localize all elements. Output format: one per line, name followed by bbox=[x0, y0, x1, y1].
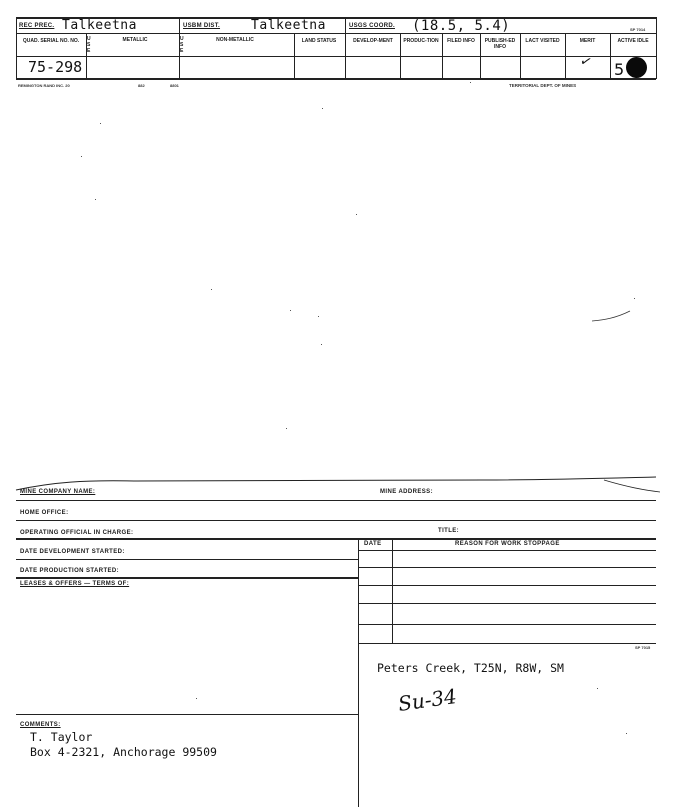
speck bbox=[100, 123, 101, 124]
mine-address-label: MINE ADDRESS: bbox=[380, 489, 433, 495]
comments-label: COMMENTS: bbox=[20, 722, 61, 728]
stoppage-row bbox=[358, 585, 656, 586]
date-column-divider bbox=[392, 538, 393, 643]
col-divider bbox=[565, 33, 566, 79]
form-top-curve bbox=[14, 472, 664, 496]
published-info-label: PUBLISH-ED INFO bbox=[484, 38, 516, 50]
printer-credit: REMINGTON RAND INC. 20 bbox=[18, 83, 70, 88]
merit-label: MERIT bbox=[579, 38, 596, 44]
header-row-divider bbox=[16, 33, 656, 34]
date-production-label: DATE PRODUCTION STARTED: bbox=[20, 568, 120, 574]
stoppage-row bbox=[358, 643, 656, 644]
location-description: Peters Creek, T25N, R8W, SM bbox=[377, 661, 564, 675]
merit-check-mark: ✓ bbox=[577, 52, 594, 72]
line-mine-company bbox=[16, 500, 656, 501]
comments-line-1: T. Taylor bbox=[30, 730, 93, 744]
stoppage-row bbox=[358, 550, 656, 551]
stoppage-row bbox=[358, 624, 656, 625]
line-operating-official bbox=[16, 538, 656, 540]
line-date-development bbox=[16, 559, 358, 560]
stoppage-row bbox=[358, 567, 656, 568]
line-home-office bbox=[16, 520, 656, 521]
speck bbox=[286, 428, 287, 429]
speck bbox=[597, 688, 598, 689]
operating-official-label: OPERATING OFFICIAL IN CHARGE: bbox=[20, 530, 134, 536]
col-divider bbox=[610, 33, 611, 79]
metallic-label: METALLIC bbox=[122, 37, 148, 43]
reason-column-header: REASON FOR WORK STOPPAGE bbox=[455, 541, 560, 547]
speck bbox=[81, 156, 82, 157]
comments-line-2: Box 4-2321, Anchorage 99509 bbox=[30, 745, 217, 759]
col-divider bbox=[294, 33, 295, 79]
use-nonmetallic-label: U S E bbox=[180, 36, 184, 54]
non-metallic-label: NON-METALLIC bbox=[216, 37, 254, 43]
form-code-top: SP 7014 bbox=[630, 27, 646, 32]
land-status-label: LAND STATUS bbox=[301, 38, 337, 44]
usbm-dist-value: Talkeetna bbox=[251, 18, 326, 33]
stray-pencil-mark bbox=[590, 308, 632, 324]
line-date-production bbox=[16, 577, 358, 579]
mine-company-name-label: MINE COMPANY NAME: bbox=[20, 489, 96, 495]
col-divider bbox=[16, 17, 17, 79]
printer-code-a: 882 bbox=[138, 83, 145, 88]
production-label: PRODUC-TION bbox=[403, 38, 439, 44]
col-divider bbox=[520, 33, 521, 79]
use-metallic-label: U S E bbox=[87, 36, 91, 54]
active-punch-hole bbox=[626, 57, 647, 78]
quad-serial-label: QUAD. SERIAL NO. NO. bbox=[22, 38, 80, 44]
rec-prec-label: REC PREC. bbox=[19, 23, 55, 29]
speck bbox=[321, 344, 322, 345]
quad-number-value: 75-298 bbox=[28, 58, 83, 76]
last-visited-label: LACT VISITED bbox=[525, 38, 560, 44]
filed-info-label: FILED INFO bbox=[447, 38, 475, 44]
speck bbox=[626, 733, 627, 734]
usbm-dist-label: USBM DIST. bbox=[183, 23, 221, 29]
speck bbox=[318, 316, 319, 317]
col-divider bbox=[442, 33, 443, 79]
date-column-header: DATE bbox=[364, 541, 382, 547]
col-divider bbox=[345, 17, 346, 79]
active-idle-label: ACTIVE IDLE bbox=[617, 38, 649, 44]
leases-offers-label: LEASES & OFFERS — TERMS OF: bbox=[20, 581, 130, 587]
header-column-label-divider bbox=[16, 56, 656, 57]
active-mark-value: 5 bbox=[614, 60, 625, 79]
center-divider bbox=[358, 538, 359, 807]
date-development-label: DATE DEVELOPMENT STARTED: bbox=[20, 549, 125, 555]
speck bbox=[470, 82, 471, 83]
speck bbox=[634, 298, 635, 299]
home-office-label: HOME OFFICE: bbox=[20, 510, 69, 516]
speck bbox=[322, 108, 323, 109]
usgs-coord-label: USGS COORD. bbox=[349, 23, 395, 29]
department-label: TERRITORIAL DEPT. OF MINES bbox=[509, 83, 577, 88]
handwritten-note: Su-34 bbox=[396, 684, 459, 716]
rec-prec-value: Talkeetna bbox=[62, 18, 137, 33]
title-label: TITLE: bbox=[438, 528, 460, 534]
form-code-bottom: SP 7015 bbox=[635, 645, 651, 650]
speck bbox=[196, 698, 197, 699]
development-label: DEVELOP-MENT bbox=[353, 38, 393, 44]
speck bbox=[356, 214, 357, 215]
stoppage-row bbox=[358, 603, 656, 604]
col-divider bbox=[656, 17, 657, 79]
usgs-coord-value: (18.5, 5.4) bbox=[412, 18, 511, 34]
line-above-comments bbox=[16, 714, 358, 715]
header-bottom-rule bbox=[16, 78, 656, 80]
speck bbox=[95, 199, 96, 200]
speck bbox=[211, 289, 212, 290]
col-divider bbox=[400, 33, 401, 79]
speck bbox=[290, 310, 291, 311]
printer-code-b: 8801 bbox=[170, 83, 179, 88]
col-divider bbox=[480, 33, 481, 79]
